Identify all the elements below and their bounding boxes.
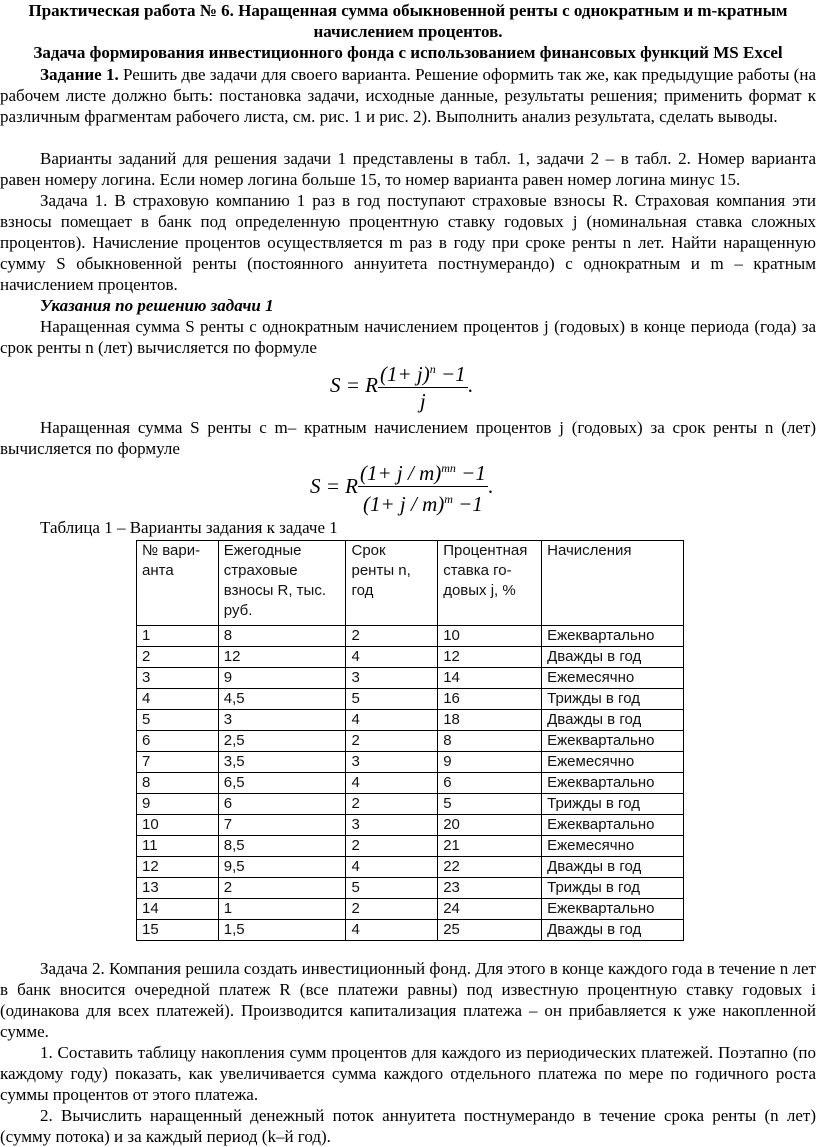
table-cell: 4 <box>346 920 438 941</box>
table-cell: Трижды в год <box>542 689 684 710</box>
table-cell: 2 <box>218 878 346 899</box>
problem-2-statement: Задача 2. Компания решила создать инвестиционный фонд. Для этого в конце каждого года в течение n лет в банк вносится очередной платеж R (все платежи равны) под известную процентную ставку годовых i (одинакова для всех платежей). Производится капитализация платежа – он прибавляется к уже накопленной сумме. <box>0 959 816 1041</box>
table-cell: 4,5 <box>218 689 346 710</box>
table-cell: 4 <box>346 710 438 731</box>
table-row <box>137 794 684 815</box>
table-cell: 4 <box>346 773 438 794</box>
table-cell: 2 <box>346 731 438 752</box>
table-cell: 4 <box>137 689 219 710</box>
formula-1-end: . <box>467 373 473 397</box>
table-cell: 16 <box>438 689 542 710</box>
formula-2-lhs: S = R <box>310 474 358 498</box>
table-cell: 11 <box>137 836 219 857</box>
formula-2-numerator-exponent: mn <box>441 461 456 475</box>
table-cell: Ежеквартально <box>542 626 684 647</box>
formula-2-denominator-tail: −1 <box>452 492 483 516</box>
table-cell: 3 <box>218 710 346 731</box>
formula-2-denominator-exponent: m <box>444 492 453 506</box>
table-cell: 9 <box>438 752 542 773</box>
table-cell: 6 <box>218 794 346 815</box>
table-cell: 7 <box>218 815 346 836</box>
table-cell: Ежемесячно <box>542 668 684 689</box>
table-row <box>137 857 684 878</box>
table-cell: 1 <box>218 899 346 920</box>
table-body <box>137 626 684 941</box>
table-cell: 2 <box>346 836 438 857</box>
task-1-text: Решить две задачи для своего варианта. Решение оформить так же, как предыдущие работы (на рабочем листе должно быть: постановка задачи, исходные данные, результаты решения; применить формат к различным фрагментам рабочего листа, см. рис. 1 и рис. 2). Выполнить анализ результата, сделать выводы. <box>0 65 816 126</box>
table-cell: 12 <box>137 857 219 878</box>
formula-1 <box>330 356 473 414</box>
table-header-row <box>137 541 684 626</box>
table-row <box>137 899 684 920</box>
table-cell: 22 <box>438 857 542 878</box>
table-cell: 14 <box>137 899 219 920</box>
table-cell: 10 <box>438 626 542 647</box>
table-cell: 5 <box>438 794 542 815</box>
table-cell: Ежемесячно <box>542 752 684 773</box>
table-cell: 5 <box>137 710 219 731</box>
table-cell: Ежеквартально <box>542 815 684 836</box>
table-cell: 4 <box>346 857 438 878</box>
table-cell: 14 <box>438 668 542 689</box>
problem-2-step-2: 2. Вычислить наращенный денежный поток аннуитета постнумерандо в течение срока ренты (n лет) (сумму потока) и за каждый период (k–й год). <box>0 1106 816 1146</box>
task-1-paragraph <box>0 64 816 127</box>
table-cell: Дважды в год <box>542 857 684 878</box>
formula-1-numerator-exponent: n <box>429 362 436 376</box>
table-cell: 3,5 <box>218 752 346 773</box>
table-cell: 10 <box>137 815 219 836</box>
table-cell: 9 <box>218 668 346 689</box>
problem-1-statement: Задача 1. В страховую компанию 1 раз в год поступают страховые взносы R. Страховая компания эти взносы помещает в банк под определенную процентную ставку годовых j (номинальная ставка сложных процентов). Начисление процентов осуществляется m раз в году при сроке ренты n лет. Найти наращенную сумму S обыкновенной ренты (постоянного аннуитета постнумерандо) с однократным и m – кратным начислением процентов. <box>0 191 816 294</box>
table-cell: 12 <box>218 647 346 668</box>
table-cell: 3 <box>346 815 438 836</box>
table-cell: 24 <box>438 899 542 920</box>
table-row <box>137 731 684 752</box>
table-cell: 3 <box>346 668 438 689</box>
table-cell: 18 <box>438 710 542 731</box>
table-cell: 9,5 <box>218 857 346 878</box>
table-cell: 3 <box>346 752 438 773</box>
table-row <box>137 815 684 836</box>
formula-2-denominator: (1+ j / m) <box>363 492 445 516</box>
formula-1-numerator: (1+ j) <box>380 362 430 386</box>
formula-1-denominator: j <box>419 389 426 413</box>
formula-2-end: . <box>487 474 494 498</box>
table-cell: 2 <box>137 647 219 668</box>
formula-2-numerator: (1+ j / m) <box>360 461 442 485</box>
formula-1-intro: Наращенная сумма S ренты с однократным начислением процентов j (годовых) в конце периода (года) за срок ренты n (лет) вычисляется по формуле <box>0 317 816 357</box>
table-row <box>137 752 684 773</box>
formula-1-numerator-tail: −1 <box>435 362 466 386</box>
formula-2-numerator-tail: −1 <box>455 461 486 485</box>
table-row <box>137 836 684 857</box>
formula-1-lhs: S = R <box>330 373 378 397</box>
table-cell: 1 <box>137 626 219 647</box>
table-row <box>137 668 684 689</box>
table-cell: Ежеквартально <box>542 773 684 794</box>
table-cell: 8 <box>137 773 219 794</box>
table-cell: 12 <box>438 647 542 668</box>
variants-table <box>136 540 684 941</box>
table-cell: Дважды в год <box>542 710 684 731</box>
table-cell: 6,5 <box>218 773 346 794</box>
table-cell: 5 <box>346 878 438 899</box>
table-header-cell: Ежегодные страховые взносы R, тыс. руб. <box>218 541 346 626</box>
table-cell: 2,5 <box>218 731 346 752</box>
variants-note: Варианты заданий для решения задачи 1 представлены в табл. 1, задачи 2 – в табл. 2. Номер варианта равен номеру логина. Если номер логина больше 15, то номер варианта равен номер логина минус 15. <box>0 149 816 189</box>
table-cell: 13 <box>137 878 219 899</box>
table-cell: 23 <box>438 878 542 899</box>
table-cell: 15 <box>137 920 219 941</box>
hints-title: Указания по решению задачи 1 <box>40 296 274 315</box>
table-cell: Дважды в год <box>542 920 684 941</box>
table-header-cell: № вари-анта <box>137 541 219 626</box>
table-cell: 25 <box>438 920 542 941</box>
page-subtitle: Задача формирования инвестиционного фонда с использованием финансовых функций MS Excel <box>33 43 783 62</box>
formula-2-intro: Наращенная сумма S ренты с m– кратным начислением процентов j (годовых) за срок ренты n (лет) вычисляется по формуле <box>0 418 816 458</box>
table-cell: Ежемесячно <box>542 836 684 857</box>
table-cell: 2 <box>346 626 438 647</box>
problem-2-step-1: 1. Составить таблицу накопления сумм процентов для каждого из периодических платежей. Поэтапно (по каждому году) показать, как увеличивается сумма каждого отдельного платежа по мере по годичного роста суммы процентов от этого платежа. <box>0 1043 816 1104</box>
page-title-line-2: начислением процентов. <box>313 22 503 41</box>
table-cell: 1,5 <box>218 920 346 941</box>
table-cell: 2 <box>346 794 438 815</box>
table-caption: Таблица 1 – Варианты задания к задаче 1 <box>40 518 338 537</box>
table-cell: Дважды в год <box>542 647 684 668</box>
task-1-label: Задание 1. <box>40 65 119 84</box>
table-cell: 3 <box>137 668 219 689</box>
table-cell: Ежеквартально <box>542 731 684 752</box>
table-cell: Ежеквартально <box>542 899 684 920</box>
table-row <box>137 647 684 668</box>
table-cell: 21 <box>438 836 542 857</box>
page-title-line-1: Практическая работа № 6. Наращенная сумма обыкновенной ренты с однократным и m-кратным <box>28 1 788 20</box>
table-cell: 9 <box>137 794 219 815</box>
table-cell: Трижды в год <box>542 878 684 899</box>
table-cell: 8,5 <box>218 836 346 857</box>
table-header-cell: Процентная ставка го-довых j, % <box>438 541 542 626</box>
table-cell: 20 <box>438 815 542 836</box>
table-cell: 6 <box>137 731 219 752</box>
table-row <box>137 920 684 941</box>
table-row <box>137 689 684 710</box>
table-header-cell: Начисления <box>542 541 684 626</box>
table-cell: 2 <box>346 899 438 920</box>
table-cell: 4 <box>346 647 438 668</box>
table-header-cell: Срок ренты n, год <box>346 541 438 626</box>
table-row <box>137 626 684 647</box>
formula-2 <box>310 456 493 517</box>
table-row <box>137 773 684 794</box>
table-cell: 7 <box>137 752 219 773</box>
table-cell: 5 <box>346 689 438 710</box>
table-cell: Трижды в год <box>542 794 684 815</box>
table-cell: 6 <box>438 773 542 794</box>
table-row <box>137 878 684 899</box>
table-cell: 8 <box>438 731 542 752</box>
table-cell: 8 <box>218 626 346 647</box>
table-row <box>137 710 684 731</box>
